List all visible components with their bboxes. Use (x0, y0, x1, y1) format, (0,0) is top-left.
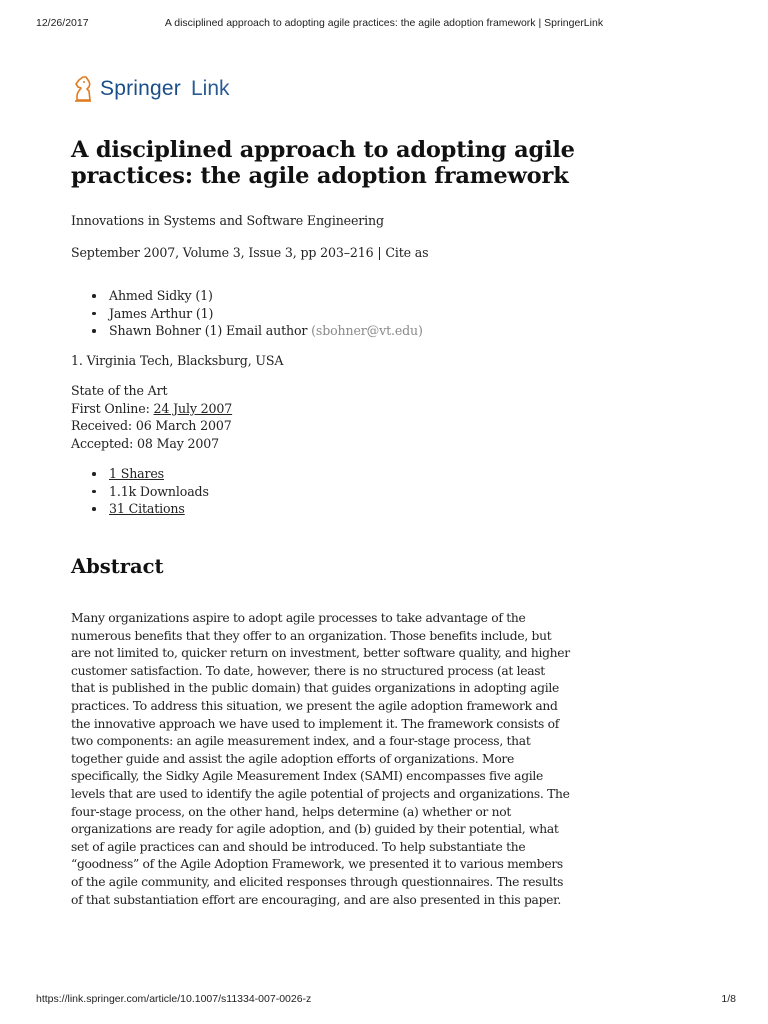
affiliation: 1. Virginia Tech, Blacksburg, USA (71, 353, 284, 368)
abstract-heading: Abstract (71, 555, 164, 578)
springer-knight-icon (72, 74, 94, 104)
metrics-list (92, 465, 209, 518)
abstract-text: Many organizations aspire to adopt agile processes to take advantage of the numerous benefits that they offer to an organization. Those benefits include, but are not limited to, quicker return on investment, better software quality, and higher customer satisfaction. To date, however, there is no structured process (at least that is published in the public domain) that guides organizations in adopting agile practices. To address this situation, we present the agile adoption framework and the innovative approach we have used to implement it. The framework consists of two components: an agile measurement index, and a four-stage process, that together guide and assist the agile adoption efforts of organizations. More specifically, the Sidky Agile Measurement Index (SAMI) encompasses five agile levels that are used to identify the agile potential of projects and organizations. The four-stage process, on the other hand, helps determine (a) whether or not organizations are ready for agile adoption, and (b) guided by their potential, what set of agile practices can and should be introduced. To help substantiate the “goodness” of the Agile Adoption Framework, we presented it to various members of the agile community, and elicited responses through questionnaires. The results of that substantiation effort are encouraging, and are also presented in this paper. (71, 611, 570, 907)
author-affiliation-ref[interactable]: (1) (195, 288, 213, 303)
springerlink-logo[interactable] (72, 72, 230, 106)
first-online-label: First Online: (71, 401, 150, 416)
page-number: 1/8 (721, 993, 736, 1005)
citation-details: September 2007, Volume 3, Issue 3, pp 203–216 (71, 245, 374, 260)
author-item (92, 287, 423, 305)
author-item (92, 305, 423, 323)
author-name[interactable]: Shawn Bohner (109, 323, 201, 338)
journal-name[interactable]: Innovations in Systems and Software Engineering (71, 213, 384, 228)
citations-link[interactable]: 31 Citations (109, 501, 185, 516)
first-online-date-link[interactable]: 24 July 2007 (153, 401, 233, 416)
metric-citations (92, 500, 209, 518)
metric-shares (92, 465, 209, 483)
citation-line (71, 245, 428, 260)
print-date: 12/26/2017 (36, 17, 89, 29)
article-title: A disciplined approach to adopting agile practices: the agile adoption framework (71, 137, 575, 189)
page-url: https://link.springer.com/article/10.1007/s11334-007-0026-z (36, 993, 312, 1005)
citation-separator: | (377, 245, 386, 260)
downloads-count: 1.1k Downloads (109, 483, 209, 499)
author-affiliation-ref[interactable]: (1) (195, 305, 214, 321)
print-footer (0, 993, 768, 1007)
first-online (71, 401, 232, 416)
author-email[interactable]: (sbohner@vt.edu) (311, 323, 423, 338)
author-item (92, 322, 423, 340)
author-name[interactable]: Ahmed Sidky (109, 288, 192, 303)
logo-brand-text: Springer (100, 77, 181, 100)
authors-list (92, 287, 423, 340)
accepted-date: Accepted: 08 May 2007 (71, 436, 219, 451)
metric-downloads (92, 483, 209, 501)
article-type: State of the Art (71, 383, 168, 398)
email-author-link[interactable]: Email author (225, 323, 308, 338)
print-header (0, 17, 768, 31)
cite-as-link[interactable]: Cite as (385, 245, 429, 260)
author-name[interactable]: James Arthur (109, 305, 193, 321)
print-page-title: A disciplined approach to adopting agile practices: the agile adoption framework | SpringerLink (164, 17, 604, 29)
received-date: Received: 06 March 2007 (71, 418, 232, 433)
author-affiliation-ref[interactable]: (1) (204, 323, 223, 338)
shares-link[interactable]: 1 Shares (109, 466, 164, 481)
logo-product-text: Link (190, 77, 230, 100)
